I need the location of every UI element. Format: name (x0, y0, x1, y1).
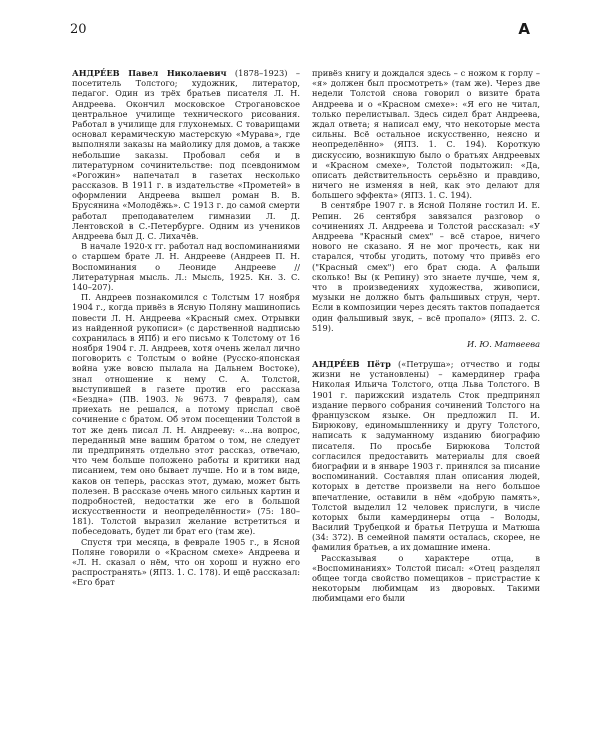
entry-paragraph: В начале 1920-х гг. работал над воспоминаниями о старшем брате Л. Н. Андрееве (Андреев П. Н. Воспоминания о Леониде Андрееве // Литературная мысль. Л.: Мысль, 1925. Кн. 3. С. 140–207). (72, 241, 300, 292)
entry-paragraph: Рассказывая о характере отца, в «Воспоминаниях» Толстой писал: «Отец разделял общее тогда свойство помещиков – пристрастие к некоторым любимцам из дворовых. Такими любимцами его были (312, 552, 540, 604)
headword-andreev-petr: АНДРЕ́ЕВ Пётр (312, 359, 391, 370)
left-column (72, 68, 300, 588)
entry-paragraph: В сентябре 1907 г. в Ясной Поляне гостил И. Е. Репин. 26 сентября завязался разговор о сочинениях Л. Андреева и Толстой рассказал: «У Андреева "Красный смех" – всё старое, ничего нового не сказано. Я не мог прочесть, как ни старался, чтобы угодить, потому что привёз его ("Красный смех") его брат сюда. А фальши сколько! Вы (к Репину) это знаете лучше, чем я, что в произведениях художества, живописи, музыки не должно быть фальшивых струн, черт. Если в композиции через десять тактов попадается один фальшивый звук, – всё пропало» (ЯПЗ. 2. С. 519). (312, 200, 540, 333)
entry-text: («Петруша»; отчество и годы жизни не установлены) – камердинер графа Николая Ильича Толстого, отца Льва Толстого. В 1901 г. парижский издатель Сток предпринял издание первого собрания сочинений Толстого на французском языке. Он предложил П. И. Бирюкову, единомышленнику и другу Толстого, написать к задуманному изданию биографию писателя. По просьбе Бирюкова Толстой согласился предоставить материалы для своей биографии и в январе 1903 г. принялся за писание воспоминаний. Составляя план описания людей, которых в детстве произвели на него большое впечатление, оставили в нём «добрую память», Толстой выделил 12 человек прислуги, в числе которых были камердинеры отца – Володы, Василий Трубецкой и братья Петруша и Матюша (34: 372). В семейной памяти осталась, скорее, не фамилия братьев, а их домашние имена. (312, 359, 540, 553)
entry-andreev-pavel-intro (72, 68, 300, 241)
entry-andreev-petr-intro (312, 359, 540, 553)
entry-continuation: привёз книгу и дождался здесь – с ножом к горлу – «я» должен был просмотреть» (там же). Через две недели Толстой снова говорил о визите брата Андреева и о «Красном смехе»: «Я его не читал, только перелистывал. Здесь сидел брат Андреева, ждал ответа; я написал ему, что некоторые места сильны. Всё остальное искусственно, неясно и неопределённо» (ЯПЗ. 1. С. 194). Короткую дискуссию, возникшую было о братьях Андреевых и «Красном смехе», Толстой подытожил: «Да, описать действительность серьёзно и правдиво, ничего не изменяя в ней, как это делают для большего эффекта» (ЯПЗ. 1. С. 194). (312, 68, 540, 201)
entry-paragraph: П. Андреев познакомился с Толстым 17 ноября 1904 г., когда привёз в Ясную Поляну машинопись повести Л. Н. Андреева «Красный смех. Отрывки из найденной рукописи» (с дарственной надписью сохранилась в ЯПб) и его письмо к Толстому от 16 ноября 1904 г. Л. Андреев, хотя очень желал лично поговорить с Толстым о войне (Русско-японская война уже вовсю пылала на Дальнем Востоке), знал отношение к нему С. А. Толстой, выступившей в газете против его рассказа «Бездна» (ПВ. 1903. № 9673. 7 февраля), сам приехать не решался, а потому прислал своё сочинение с братом. Об этом посещении Толстой в тот же день писал Л. Н. Андрееву: «...на вопрос, переданный мне вашим братом о том, не следует ли предпринять отдельно этот рассказ, отвечаю, что чем больше положено работы и критики над писанием, тем оно бывает лучше. Но и в том виде, каков он теперь, рассказ этот, думаю, может быть полезен. В рассказе очень много сильных картин и подробностей, недостатки же его в большой искусственности и неопределённости» (75: 180–181). Толстой выразил желание встретиться и побеседовать, будет ли брат его (там же). (72, 292, 300, 537)
entry-paragraph: Спустя три месяца, в феврале 1905 г., в Ясной Поляне говорили о «Красном смехе» Андреева и «Л. Н. сказал о нём, что он хорош и нужно его распространять» (ЯПЗ. 1. С. 178). И ещё рассказал: «Его брат (72, 536, 300, 588)
author-signature: И. Ю. Матвеева (466, 338, 540, 349)
right-column (312, 68, 540, 604)
section-letter: А (518, 20, 530, 38)
page-number: 20 (70, 22, 87, 37)
entry-text: (1878–1923) – посетитель Толстого; художник, литератор, педагог. Один из трёх братьев писателя Л. Н. Андреева. Окончил московское Строгановское центральное училище технического рисования. Работал в училище для глухонемых. С товарищами основал керамическую мастерскую «Мурава», где выполняли заказы на майолику для домов, а также небольшие заказы. Пробовал себя и в литературном сочинительстве: под псевдонимом «Рогожин» напечатал в газетах несколько рассказов. В 1911 г. в издательстве «Прометей» в оформлении Андреева вышел роман В. В. Брусянина «Молодёжь». С 1913 г. до самой смерти работал преподавателем гимназии Л. Д. Лентовской в С.-Петербурге. Одним из учеников Андреева был Д. С. Лихачёв. (72, 68, 300, 241)
headword-andreev-pavel: АНДРЕ́ЕВ Павел Николаевич (72, 68, 227, 78)
